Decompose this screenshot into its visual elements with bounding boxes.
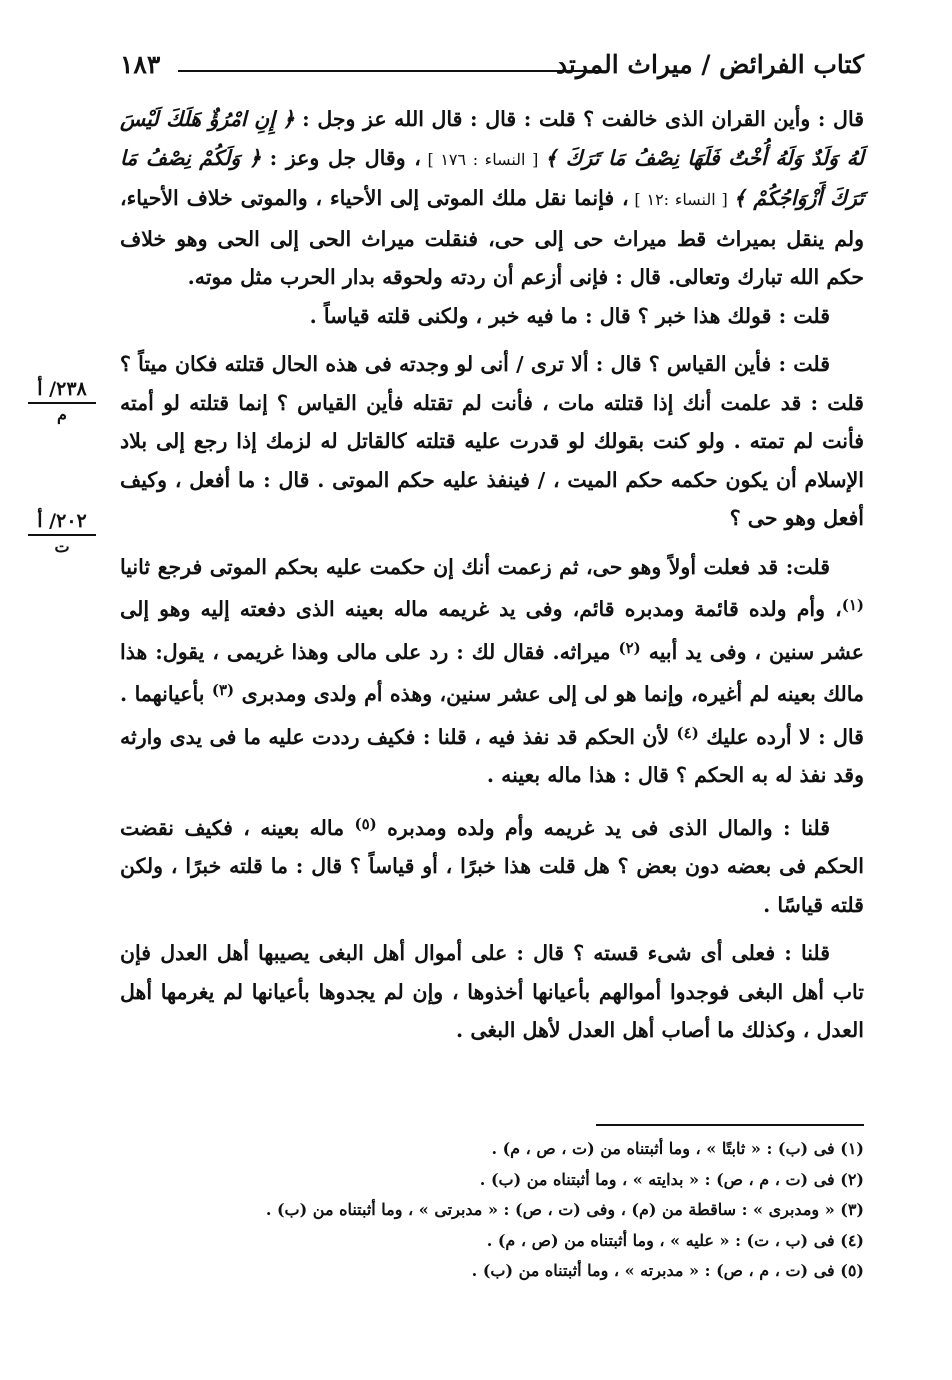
paragraph-4-text-a: قلت: قد فعلت أولاً وهو حى، ثم زعمت أنك إن حكمت عليه بحكم الموتى فرجع ثانيا [120, 554, 830, 579]
quran-verse-1: ﴿ إِنِ امْرُؤٌ هَلَكَ لَيْسَ لَهُ وَلَدٌ وَلَهُ أُخْتٌ فَلَهَا نِصْفُ مَا تَرَكَ ﴾ [120, 107, 865, 170]
footnote-ref-2: (٢) [618, 638, 641, 657]
quran-verse-2: ﴿ وَلَكُمْ نِصْفُ مَا تَرَكَ أَزْوَاجُكُمْ ﴾ [120, 145, 864, 210]
footnote-ref-4: (٤) [676, 723, 699, 742]
paragraph-1-text-a: قال : وأين القران الذى خالفت ؟ قلت : قال : قال الله عز وجل : [294, 107, 864, 131]
paragraph-1-text-c: ، فإنما نقل ملك الموتى إلى الأحياء ، والموتى خلاف الأحياء، ولم ينقل بميراث قط ميراث حى إلى حى، فنقلت ميراث الحى إلى الحى وهو خلاف حكم الله تبارك وتعالى. قال : فإنى أزعم أن ردته ولحوقه بدار الحرب مثل موته. [120, 186, 864, 289]
footnote-ref-1: (١) [841, 596, 864, 614]
footnotes [150, 1134, 864, 1287]
paragraph-1 [120, 100, 864, 297]
paragraph-3: قلت : فأين القياس ؟ قال : ألا ترى / أنى لو وجدته فى هذه الحال قتلته فكان ميتاً ؟ قلت : قد علمت أنك إذا قتلته مات ، فأنت لم تقتله فأين القياس ؟ إنما قتلته لو أمته فأنت لم تمته . ولو كنت بقولك لو قدرت عليه قتلته كالقاتل له لزمك إذا رجع إلى بلاد الإسلام أن يكون حكمه حكم الميت ، / فينفذ عليه حكم الموتى . قال : ما أفعل ، وكيف أفعل وهو حى ؟ [120, 352, 864, 530]
paragraph-5 [120, 805, 864, 925]
paragraph-5-text-b: ماله بعينه ، فكيف نقضت الحكم فى بعضه دون بعض ؟ هل قلت هذا خبرًا ، أو قياساً ؟ قال : ما قلته خبرًا ، ولكن قلته قياسًا . [120, 815, 864, 917]
header-title: كتاب الفرائض / ميراث المرتد [555, 50, 864, 79]
manuscript-marker-2 [28, 510, 96, 558]
manuscript-marker-1 [28, 378, 96, 426]
footnote-2: (٢) فى (ت ، م ، ص) : « بدايته » ، وما أثبتناه من (ب) . [479, 1169, 864, 1189]
footnote-ref-5: (٥) [354, 814, 377, 833]
running-header [120, 48, 864, 88]
paragraph-4 [120, 548, 864, 795]
paragraph-4-text-d: بأعيانهما . قال : لا أرده عليك [120, 682, 864, 749]
manuscript-marker-2-folio: ٢٠٢/ أ [28, 510, 96, 536]
footnote-ref-3: (٣) [211, 681, 235, 699]
paragraph-1-text-b: ، وقال جل وعز : [261, 145, 421, 170]
paragraph-4-text-c: ميراثه. فقال لك : رد على مالى وهذا غريمى ، يقول: هذا مالك بعينه لم أغيره، وإنما هو لى إلى عشر سنين، وهذه أم ولدى ومدبرى [120, 639, 864, 706]
paragraph-4-text-e: لأن الحكم قد نفذ فيه ، قلنا : فكيف رددت عليه ما فى يدى وارثه وقد نفذ له به الحكم ؟ قال : هذا ماله بعينه . [120, 724, 864, 787]
manuscript-marker-1-folio: ٢٣٨/ أ [28, 378, 96, 404]
verse-citation-2: [ النساء :١٢ ] [628, 190, 734, 209]
manuscript-marker-2-siglum: ت [54, 537, 70, 556]
page-number: ١٨٣ [120, 50, 161, 79]
footnote-3: (٣) « ومدبرى » : ساقطة من (م) ، وفى (ت ، ص) : « مدبرتى » ، وما أثبتناه من (ب) . [265, 1200, 864, 1219]
verse-citation-1: [ النساء : ١٧٦ ] [420, 149, 545, 169]
paragraph-2: قلت : قولك هذا خبر ؟ قال : ما فيه خبر ، ولكنى قلته قياساً . [309, 303, 830, 328]
paragraph-4-text-b: ، وأم ولده قائمة ومدبره قائم، وفى يد غريمه ماله بعينه الذى دفعته إليه وهو إلى عشر سنين ، وفى يد أبيه [120, 597, 864, 664]
main-text [120, 100, 864, 1050]
manuscript-marker-1-siglum: م [57, 405, 67, 424]
paragraph-6: قلنا : فعلى أى شىء قسته ؟ قال : على أموال أهل البغى يصيبها أهل العدل فإن تاب أهل البغى فوجدوا أموالهم بأعيانها أخذوها ، وإن لم يجدوها بأعيانها لم يغرمها أهل العدل ، وكذلك ما أصاب أهل العدل لأهل البغى . [120, 941, 864, 1042]
header-rule [178, 70, 602, 72]
footnote-separator [596, 1124, 864, 1126]
paragraph-5-text-a: قلنا : والمال الذى فى يد غريمه وأم ولده ومدبره [376, 815, 830, 840]
footnote-5: (٥) فى (ت ، م ، ص) : « مدبرته » ، وما أثبتناه من (ب) . [471, 1261, 864, 1280]
footnote-1: (١) فى (ب) : « ثابتًا » ، وما أثبتناه من (ت ، ص ، م) . [491, 1139, 864, 1158]
footnote-4: (٤) فى (ب ، ت) : « عليه » ، وما أثبتناه من (ص ، م) . [486, 1230, 864, 1250]
